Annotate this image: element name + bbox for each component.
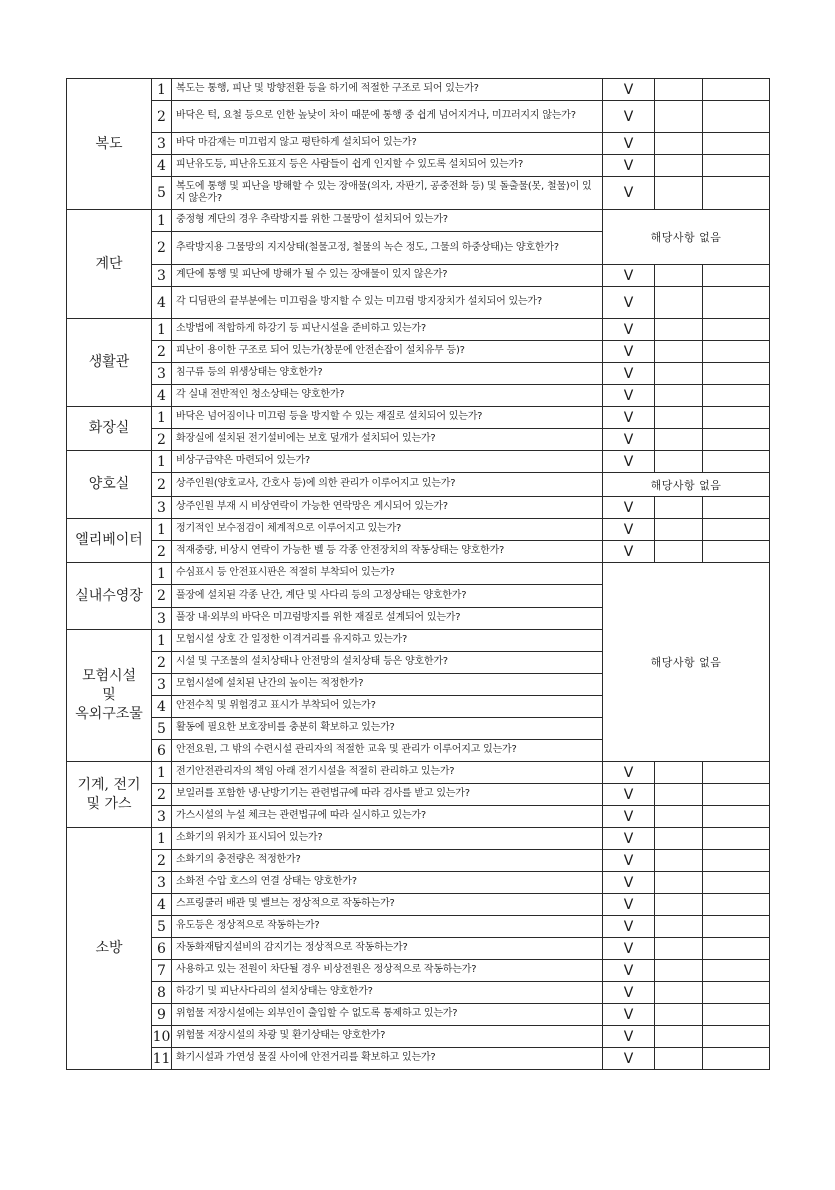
checklist-row (67, 363, 770, 385)
blank-result-cell[interactable] (655, 828, 703, 850)
check-mark-cell[interactable]: V (603, 341, 655, 363)
remarks-cell[interactable] (703, 101, 770, 133)
remarks-cell[interactable] (703, 407, 770, 429)
check-mark-cell[interactable]: V (603, 541, 655, 563)
checklist-row (67, 101, 770, 133)
remarks-cell[interactable] (703, 828, 770, 850)
blank-result-cell[interactable] (655, 155, 703, 177)
item-number: 1 (152, 407, 172, 429)
category-cell (67, 828, 152, 1070)
blank-result-cell[interactable] (655, 385, 703, 407)
remarks-cell[interactable] (703, 784, 770, 806)
checklist-row (67, 79, 770, 101)
check-mark-cell[interactable]: V (603, 451, 655, 473)
item-number: 1 (152, 630, 172, 652)
check-mark-cell[interactable]: V (603, 916, 655, 938)
remarks-cell[interactable] (703, 938, 770, 960)
item-question: 시설 및 구조물의 설치상태나 안전망의 설치상태 등은 양호한가? (172, 652, 603, 674)
item-question: 가스시설의 누설 체크는 관련법규에 따라 실시하고 있는가? (172, 806, 603, 828)
item-number: 2 (152, 784, 172, 806)
checklist-row (67, 1004, 770, 1026)
item-number: 1 (152, 563, 172, 585)
blank-result-cell[interactable] (655, 762, 703, 784)
item-question: 비상구급약은 마련되어 있는가? (172, 451, 603, 473)
item-question: 스프링쿨러 배관 및 밸브는 정상적으로 작동하는가? (172, 894, 603, 916)
checklist-row (67, 133, 770, 155)
blank-result-cell[interactable] (655, 265, 703, 287)
check-mark-cell[interactable]: V (603, 429, 655, 451)
check-mark-cell[interactable]: V (603, 762, 655, 784)
item-question: 바닥은 턱, 요철 등으로 인한 높낮이 차이 때문에 통행 중 쉽게 넘어지거나, 미끄러지지 않는가? (172, 101, 603, 133)
not-applicable-cell: 해당사항 없음 (603, 210, 770, 265)
category-label: 소방 (95, 940, 123, 957)
item-question: 화기시설과 가연성 물질 사이에 안전거리를 확보하고 있는가? (172, 1048, 603, 1070)
item-question: 침구류 등의 위생상태는 양호한가? (172, 363, 603, 385)
remarks-cell[interactable] (703, 287, 770, 319)
checklist-row (67, 872, 770, 894)
checklist-row (67, 960, 770, 982)
item-question: 위험물 저장시설의 차광 및 환기상태는 양호한가? (172, 1026, 603, 1048)
item-number: 2 (152, 585, 172, 608)
item-question: 안전요원, 그 밖의 수련시설 관리자의 적절한 교육 및 관리가 이루어지고 있는가? (172, 740, 603, 762)
category-label-line: 및 (102, 687, 116, 704)
check-mark-cell[interactable]: V (603, 407, 655, 429)
blank-result-cell[interactable] (655, 784, 703, 806)
item-question: 모험시설 상호 간 일정한 이격거리를 유지하고 있는가? (172, 630, 603, 652)
category-label: 복도 (95, 135, 123, 152)
item-number: 4 (152, 385, 172, 407)
item-question: 소화기의 위치가 표시되어 있는가? (172, 828, 603, 850)
category-label-line: 기계, 전기 (77, 776, 141, 793)
remarks-cell[interactable] (703, 497, 770, 519)
blank-result-cell[interactable] (655, 916, 703, 938)
item-question: 사용하고 있는 전원이 차단될 경우 비상전원은 정상적으로 작동하는가? (172, 960, 603, 982)
item-number: 11 (152, 1048, 172, 1070)
remarks-cell[interactable] (703, 79, 770, 101)
check-mark-cell[interactable]: V (603, 319, 655, 341)
item-number: 6 (152, 740, 172, 762)
item-question: 풀장 내·외부의 바닥은 미끄럼방지를 위한 재질로 설계되어 있는가? (172, 608, 603, 630)
remarks-cell[interactable] (703, 850, 770, 872)
category-label-line: 모험시설 (81, 668, 137, 685)
item-number: 4 (152, 894, 172, 916)
item-question: 복도에 통행 및 피난을 방해할 수 있는 장애물(의자, 자판기, 공중전화 등) 및 돌출물(못, 철물)이 있지 않은가? (172, 177, 603, 210)
item-question: 위험물 저장시설에는 외부인이 출입할 수 없도록 통제하고 있는가? (172, 1004, 603, 1026)
remarks-cell[interactable] (703, 341, 770, 363)
item-question: 자동화재탐지설비의 감지기는 정상적으로 작동하는가? (172, 938, 603, 960)
item-question: 소화전 수압 호스의 연결 상태는 양호한가? (172, 872, 603, 894)
item-number: 4 (152, 696, 172, 718)
item-question: 유도등은 정상적으로 작동하는가? (172, 916, 603, 938)
remarks-cell[interactable] (703, 960, 770, 982)
blank-result-cell[interactable] (655, 133, 703, 155)
item-question: 중정형 계단의 경우 추락방지를 위한 그물망이 설치되어 있는가? (172, 210, 603, 232)
remarks-cell[interactable] (703, 1004, 770, 1026)
remarks-cell[interactable] (703, 541, 770, 563)
blank-result-cell[interactable] (655, 1048, 703, 1070)
category-cell (67, 563, 152, 630)
checklist-row (67, 762, 770, 784)
blank-result-cell[interactable] (655, 341, 703, 363)
blank-result-cell[interactable] (655, 806, 703, 828)
blank-result-cell[interactable] (655, 407, 703, 429)
blank-result-cell[interactable] (655, 982, 703, 1004)
check-mark-cell[interactable]: V (603, 982, 655, 1004)
blank-result-cell[interactable] (655, 541, 703, 563)
check-mark-cell[interactable]: V (603, 497, 655, 519)
item-number: 5 (152, 718, 172, 740)
item-question: 화장실에 설치된 전기설비에는 보호 덮개가 설치되어 있는가? (172, 429, 603, 451)
check-mark-cell[interactable]: V (603, 806, 655, 828)
checklist-row (67, 828, 770, 850)
item-number: 2 (152, 101, 172, 133)
item-number: 1 (152, 319, 172, 341)
blank-result-cell[interactable] (655, 287, 703, 319)
blank-result-cell[interactable] (655, 497, 703, 519)
remarks-cell[interactable] (703, 872, 770, 894)
remarks-cell[interactable] (703, 319, 770, 341)
item-number: 2 (152, 429, 172, 451)
item-number: 10 (152, 1026, 172, 1048)
remarks-cell[interactable] (703, 894, 770, 916)
category-label: 화장실 (88, 420, 130, 437)
check-mark-cell[interactable]: V (603, 265, 655, 287)
remarks-cell[interactable] (703, 363, 770, 385)
item-number: 2 (152, 850, 172, 872)
category-label: 계단 (95, 255, 123, 272)
item-question: 각 실내 전반적인 청소상태는 양호한가? (172, 385, 603, 407)
checklist-row (67, 341, 770, 363)
checklist-row (67, 429, 770, 451)
checklist-row (67, 385, 770, 407)
checklist-row (67, 850, 770, 872)
category-label: 실내수영장 (75, 587, 143, 604)
item-question: 바닥은 넘어짐이나 미끄럼 등을 방지할 수 있는 재질로 설치되어 있는가? (172, 407, 603, 429)
remarks-cell[interactable] (703, 806, 770, 828)
check-mark-cell[interactable]: V (603, 101, 655, 133)
check-mark-cell[interactable]: V (603, 828, 655, 850)
blank-result-cell[interactable] (655, 79, 703, 101)
blank-result-cell[interactable] (655, 429, 703, 451)
item-number: 3 (152, 363, 172, 385)
check-mark-cell[interactable]: V (603, 363, 655, 385)
remarks-cell[interactable] (703, 177, 770, 210)
remarks-cell[interactable] (703, 982, 770, 1004)
item-question: 소화기의 충전량은 적정한가? (172, 850, 603, 872)
item-number: 1 (152, 79, 172, 101)
remarks-cell[interactable] (703, 385, 770, 407)
category-label: 양호실 (88, 476, 130, 493)
category-label-line: 옥외구조물 (75, 705, 143, 722)
item-number: 3 (152, 265, 172, 287)
item-question: 피난유도등, 피난유도표지 등은 사람들이 쉽게 인지할 수 있도록 설치되어 있는가? (172, 155, 603, 177)
checklist-row (67, 451, 770, 473)
category-cell (67, 519, 152, 563)
item-number: 5 (152, 177, 172, 210)
category-label-line: 및 가스 (86, 795, 132, 812)
checklist-row (67, 784, 770, 806)
item-question: 정기적인 보수점검이 체계적으로 이루어지고 있는가? (172, 519, 603, 541)
check-mark-cell[interactable]: V (603, 850, 655, 872)
item-number: 3 (152, 133, 172, 155)
checklist-row (67, 541, 770, 563)
item-number: 3 (152, 497, 172, 519)
check-mark-cell[interactable]: V (603, 519, 655, 541)
checklist-row (67, 519, 770, 541)
blank-result-cell[interactable] (655, 319, 703, 341)
item-number: 2 (152, 652, 172, 674)
item-number: 6 (152, 938, 172, 960)
check-mark-cell[interactable]: V (603, 1026, 655, 1048)
category-cell (67, 319, 152, 407)
checklist-row (67, 916, 770, 938)
remarks-cell[interactable] (703, 265, 770, 287)
category-label: 엘리베이터 (75, 532, 143, 549)
checklist-row (67, 894, 770, 916)
blank-result-cell[interactable] (655, 872, 703, 894)
remarks-cell[interactable] (703, 133, 770, 155)
checklist-row (67, 1026, 770, 1048)
remarks-cell[interactable] (703, 1026, 770, 1048)
item-number: 2 (152, 541, 172, 563)
item-number: 2 (152, 341, 172, 363)
check-mark-cell[interactable]: V (603, 872, 655, 894)
item-number: 5 (152, 916, 172, 938)
remarks-cell[interactable] (703, 519, 770, 541)
category-cell (67, 79, 152, 210)
item-number: 9 (152, 1004, 172, 1026)
check-mark-cell[interactable]: V (603, 385, 655, 407)
item-number: 1 (152, 762, 172, 784)
item-question: 풀장에 설치된 각종 난간, 계단 및 사다리 등의 고정상태는 양호한가? (172, 585, 603, 608)
item-number: 8 (152, 982, 172, 1004)
check-mark-cell[interactable]: V (603, 1004, 655, 1026)
check-mark-cell[interactable]: V (603, 133, 655, 155)
item-number: 3 (152, 608, 172, 630)
category-cell (67, 407, 152, 451)
check-mark-cell[interactable]: V (603, 177, 655, 210)
category-cell (67, 630, 152, 762)
item-question: 보일러를 포함한 냉·난방기기는 관련법규에 따라 검사를 받고 있는가? (172, 784, 603, 806)
item-number: 1 (152, 210, 172, 232)
remarks-cell[interactable] (703, 451, 770, 473)
item-question: 피난이 용이한 구조로 되어 있는가(창문에 안전손잡이 설치유무 등)? (172, 341, 603, 363)
item-question: 계단에 통행 및 피난에 방해가 될 수 있는 장애물이 있지 않은가? (172, 265, 603, 287)
check-mark-cell[interactable]: V (603, 79, 655, 101)
item-question: 하강기 및 피난사다리의 설치상태는 양호한가? (172, 982, 603, 1004)
item-number: 4 (152, 287, 172, 319)
blank-result-cell[interactable] (655, 894, 703, 916)
remarks-cell[interactable] (703, 429, 770, 451)
item-number: 1 (152, 828, 172, 850)
item-number: 3 (152, 872, 172, 894)
category-cell (67, 210, 152, 319)
check-mark-cell[interactable]: V (603, 960, 655, 982)
checklist-row (67, 982, 770, 1004)
item-question: 상주인원 부재 시 비상연락이 가능한 연락망은 게시되어 있는가? (172, 497, 603, 519)
checklist-row (67, 177, 770, 210)
item-question: 안전수칙 및 위험경고 표시가 부착되어 있는가? (172, 696, 603, 718)
checklist-row (67, 473, 770, 497)
blank-result-cell[interactable] (655, 1004, 703, 1026)
inspection-checklist-table (66, 78, 770, 1070)
check-mark-cell[interactable]: V (603, 287, 655, 319)
checklist-row (67, 407, 770, 429)
check-mark-cell[interactable]: V (603, 894, 655, 916)
blank-result-cell[interactable] (655, 451, 703, 473)
check-mark-cell[interactable]: V (603, 1048, 655, 1070)
checklist-row (67, 938, 770, 960)
item-question: 각 디딤판의 끝부분에는 미끄럼을 방지할 수 있는 미끄럼 방지장치가 설치되어 있는가? (172, 287, 603, 319)
checklist-row (67, 265, 770, 287)
blank-result-cell[interactable] (655, 938, 703, 960)
checklist-row (67, 319, 770, 341)
item-question: 추락방지용 그물망의 지지상태(철물고정, 철물의 녹슨 정도, 그물의 하중상태)는 양호한가? (172, 232, 603, 265)
checklist-row (67, 1048, 770, 1070)
item-question: 적재중량, 비상시 연락이 가능한 벨 등 각종 안전장치의 작동상태는 양호한가? (172, 541, 603, 563)
blank-result-cell[interactable] (655, 1026, 703, 1048)
item-number: 4 (152, 155, 172, 177)
item-question: 전기안전관리자의 책임 아래 전기시설을 적절히 관리하고 있는가? (172, 762, 603, 784)
category-cell (67, 762, 152, 828)
checklist-row (67, 287, 770, 319)
check-mark-cell[interactable]: V (603, 155, 655, 177)
not-applicable-cell: 해당사항 없음 (603, 473, 770, 497)
category-cell (67, 451, 152, 519)
blank-result-cell[interactable] (655, 850, 703, 872)
item-number: 2 (152, 473, 172, 497)
item-question: 상주인원(양호교사, 간호사 등)에 의한 관리가 이루어지고 있는가? (172, 473, 603, 497)
blank-result-cell[interactable] (655, 519, 703, 541)
item-number: 3 (152, 806, 172, 828)
item-question: 모험시설에 설치된 난간의 높이는 적정한가? (172, 674, 603, 696)
remarks-cell[interactable] (703, 762, 770, 784)
checklist-row (67, 806, 770, 828)
item-question: 소방법에 적합하게 하강기 등 피난시설을 준비하고 있는가? (172, 319, 603, 341)
not-applicable-cell: 해당사항 없음 (603, 563, 770, 762)
item-number: 3 (152, 674, 172, 696)
blank-result-cell[interactable] (655, 101, 703, 133)
remarks-cell[interactable] (703, 155, 770, 177)
check-mark-cell[interactable]: V (603, 938, 655, 960)
item-question: 복도는 통행, 피난 및 방향전환 등을 하기에 적절한 구조로 되어 있는가? (172, 79, 603, 101)
blank-result-cell[interactable] (655, 177, 703, 210)
checklist-row (67, 155, 770, 177)
check-mark-cell[interactable]: V (603, 784, 655, 806)
checklist-row (67, 210, 770, 232)
item-question: 활동에 필요한 보호장비를 충분히 확보하고 있는가? (172, 718, 603, 740)
item-number: 7 (152, 960, 172, 982)
remarks-cell[interactable] (703, 1048, 770, 1070)
item-number: 1 (152, 451, 172, 473)
checklist-row (67, 563, 770, 585)
item-number: 1 (152, 519, 172, 541)
blank-result-cell[interactable] (655, 960, 703, 982)
item-question: 수심표시 등 안전표시판은 적절히 부착되어 있는가? (172, 563, 603, 585)
item-number: 2 (152, 232, 172, 265)
item-question: 바닥 마감재는 미끄럽지 않고 평탄하게 설치되어 있는가? (172, 133, 603, 155)
checklist-row (67, 497, 770, 519)
remarks-cell[interactable] (703, 916, 770, 938)
blank-result-cell[interactable] (655, 363, 703, 385)
category-label: 생활관 (88, 354, 130, 371)
